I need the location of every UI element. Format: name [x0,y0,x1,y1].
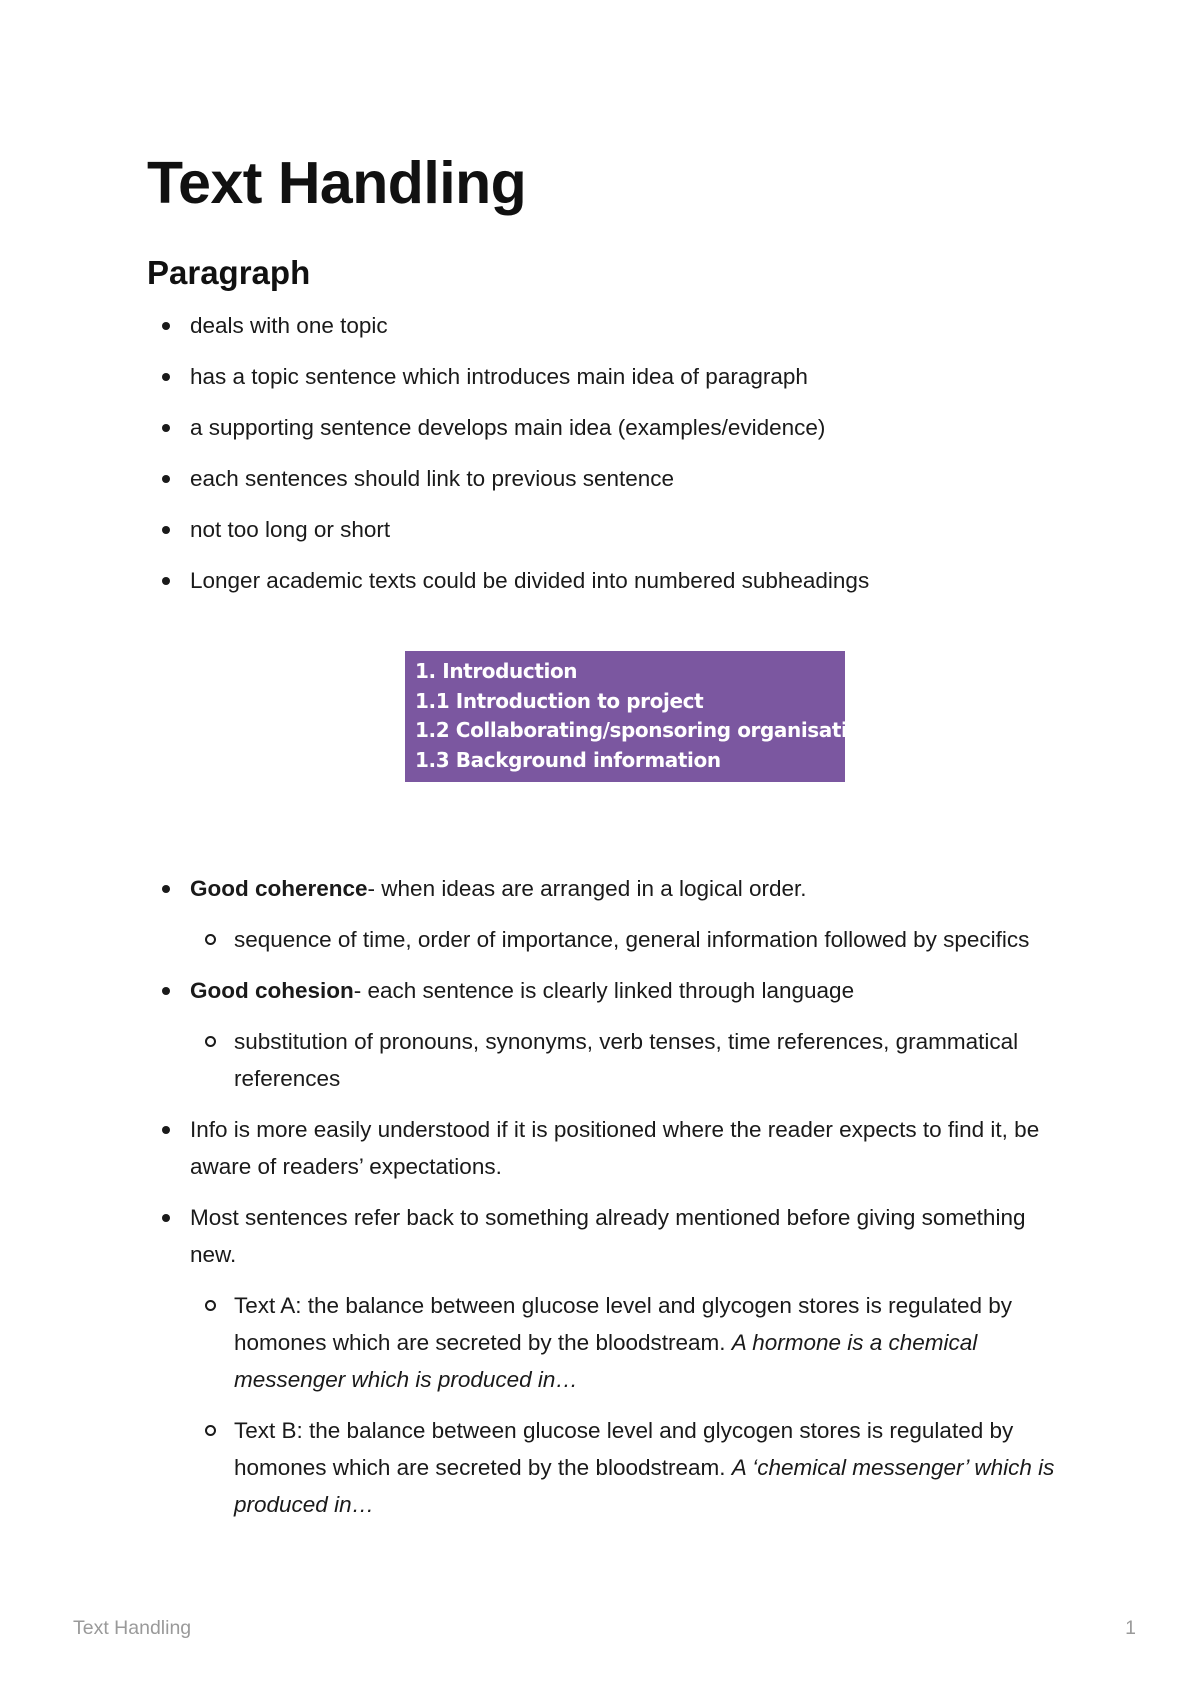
content-lower [147,870,1067,1537]
sub-list [190,921,1067,958]
cohesion-text: - each sentence is clearly linked through language [353,978,855,1003]
list-item: Info is more easily understood if it is positioned where the reader expects to find it, be aware of readers’ expectations. [147,1111,1067,1185]
term-cohesion: Good cohesion [190,978,354,1003]
figure-line: 1. Introduction [415,659,578,683]
sub-list-item-text-b [190,1412,1067,1523]
page-title: Text Handling [147,150,527,216]
figure-line: 1.3 Background information [415,747,721,772]
sub-list [190,1287,1067,1523]
footer-title: Text Handling [73,1617,192,1639]
text-b-italic: A ‘chemical messenger’ which is produced in… [234,1455,1055,1517]
text-b-plain: Text B: the balance between glucose level and glycogen stores is regulated by homones which are secreted by the bloodstream. [234,1418,1014,1480]
text-a-italic: A hormone is a chemical messenger which is produced in… [234,1330,978,1392]
list-item: deals with one topic [147,307,1067,344]
list-item: each sentences should link to previous sentence [147,460,1067,497]
list-item: has a topic sentence which introduces main idea of paragraph [147,358,1067,395]
list-item-most [147,1199,1067,1523]
list-item: Longer academic texts could be divided into numbered subheadings [147,562,1067,599]
figure-line: 1.2 Collaborating/sponsoring organisation [415,718,875,742]
sub-list-item: substitution of pronouns, synonyms, verb tenses, time references, grammatical references [190,1023,1067,1097]
list-item-cohesion [147,972,1067,1097]
text-a-plain: Text A: the balance between glucose level and glycogen stores is regulated by homones which are secreted by the bloodstream. [234,1293,1012,1355]
page-number: 1 [1125,1617,1136,1639]
sub-list [190,1023,1067,1097]
most-text: Most sentences refer back to something already mentioned before giving something new. [190,1205,1026,1267]
bullet-list-lower [147,870,1067,1523]
sub-list-item: sequence of time, order of importance, general information followed by specifics [190,921,1067,958]
term-coherence: Good coherence [190,876,368,901]
list-item: a supporting sentence develops main idea (examples/evidence) [147,409,1067,446]
list-item: not too long or short [147,511,1067,548]
subheadings-figure [405,651,875,782]
figure-line: 1.1 Introduction to project [415,688,704,713]
section-heading: Paragraph [147,254,311,291]
sub-list-item-text-a [190,1287,1067,1398]
bullet-list-top [147,307,1067,599]
content-top [147,148,1067,613]
list-item-coherence [147,870,1067,958]
coherence-text: - when ideas are arranged in a logical order. [367,876,807,901]
